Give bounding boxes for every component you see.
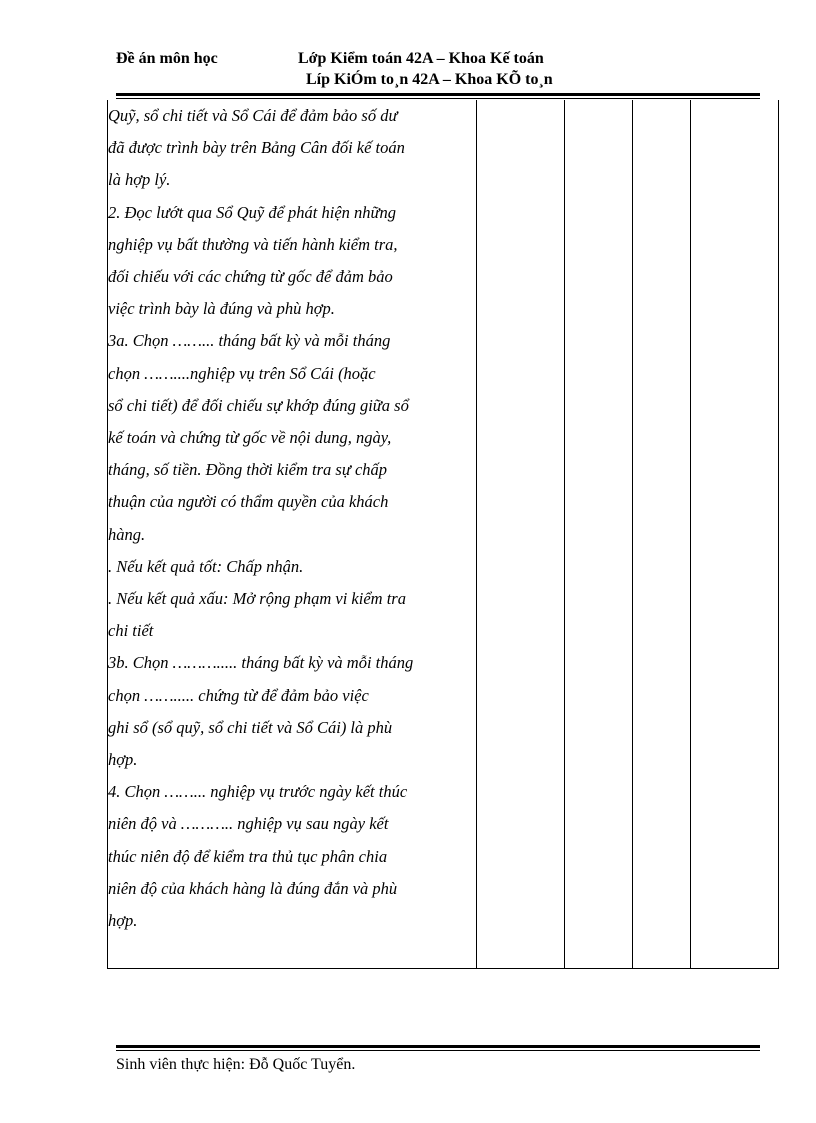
procedure-line: là hợp lý.	[108, 170, 171, 190]
course-title: Đề án môn học	[116, 50, 218, 67]
table-cell	[691, 100, 779, 969]
procedure-line: việc trình bày là đúng và phù hợp.	[108, 299, 335, 319]
procedure-text	[108, 100, 476, 937]
procedure-line: đã được trình bày trên Bảng Cân đối kế toán	[108, 138, 405, 158]
header-rule-thick	[116, 93, 760, 96]
procedure-line: hợp.	[108, 911, 138, 931]
table-cell	[565, 100, 633, 969]
procedure-line: niên độ và ……….. nghiệp vụ sau ngày kết	[108, 814, 389, 834]
student-name: Sinh viên thực hiện: Đỗ Quốc Tuyển.	[116, 1056, 356, 1073]
procedure-line: kế toán và chứng từ gốc về nội dung, ngày,	[108, 428, 392, 448]
audit-procedure-table	[107, 100, 779, 969]
procedure-line: 3a. Chọn ……... tháng bất kỳ và mỗi tháng	[108, 331, 391, 351]
procedure-line: đối chiếu với các chứng từ gốc để đảm bảo	[108, 267, 393, 287]
procedure-line: Quỹ, sổ chi tiết và Sổ Cái để đảm bảo số dư	[108, 106, 398, 125]
class-department-garbled: Líp KiÓm to¸n 42A – Khoa KÕ to¸n	[306, 71, 553, 88]
procedure-line: 4. Chọn ……... nghiệp vụ trước ngày kết thúc	[108, 782, 408, 802]
procedure-line: thúc niên độ để kiểm tra thủ tục phân chia	[108, 846, 388, 866]
footer-rule-thin	[116, 1050, 760, 1051]
table-row	[108, 100, 779, 969]
procedure-line: chọn ……..... chứng từ để đảm bảo việc	[108, 685, 369, 705]
procedure-line: chi tiết	[108, 621, 154, 641]
footer-rule-thick	[116, 1045, 760, 1048]
procedure-line: chọn ……....nghiệp vụ trên Sổ Cái (hoặc	[108, 363, 376, 383]
procedure-line: hợp.	[108, 750, 138, 770]
procedure-line: sổ chi tiết) để đối chiếu sự khớp đúng giữa sổ	[108, 395, 409, 415]
procedure-line: nghiệp vụ bất thường và tiến hành kiểm tra,	[108, 234, 398, 254]
procedure-line: 3b. Chọn ………..... tháng bất kỳ và mỗi tháng	[108, 653, 414, 673]
procedure-line: . Nếu kết quả tốt: Chấp nhận.	[108, 556, 304, 576]
procedure-line: . Nếu kết quả xấu: Mở rộng phạm vi kiểm tra	[108, 589, 406, 609]
table-cell	[477, 100, 565, 969]
procedure-line: ghi sổ (sổ quỹ, sổ chi tiết và Sổ Cái) là phù	[108, 717, 393, 737]
procedure-line: niên độ của khách hàng là đúng đắn và phù	[108, 878, 398, 898]
procedure-cell	[108, 100, 477, 969]
class-department: Lớp Kiểm toán 42A – Khoa Kế toán	[298, 50, 544, 67]
procedure-line: hàng.	[108, 524, 146, 544]
procedure-line: thuận của người có thẩm quyền của khách	[108, 492, 389, 512]
procedure-line: tháng, số tiền. Đồng thời kiểm tra sự chấp	[108, 460, 388, 480]
procedure-line: 2. Đọc lướt qua Sổ Quỹ để phát hiện những	[108, 202, 397, 222]
table-cell	[633, 100, 691, 969]
header-rule-thin	[116, 98, 760, 99]
